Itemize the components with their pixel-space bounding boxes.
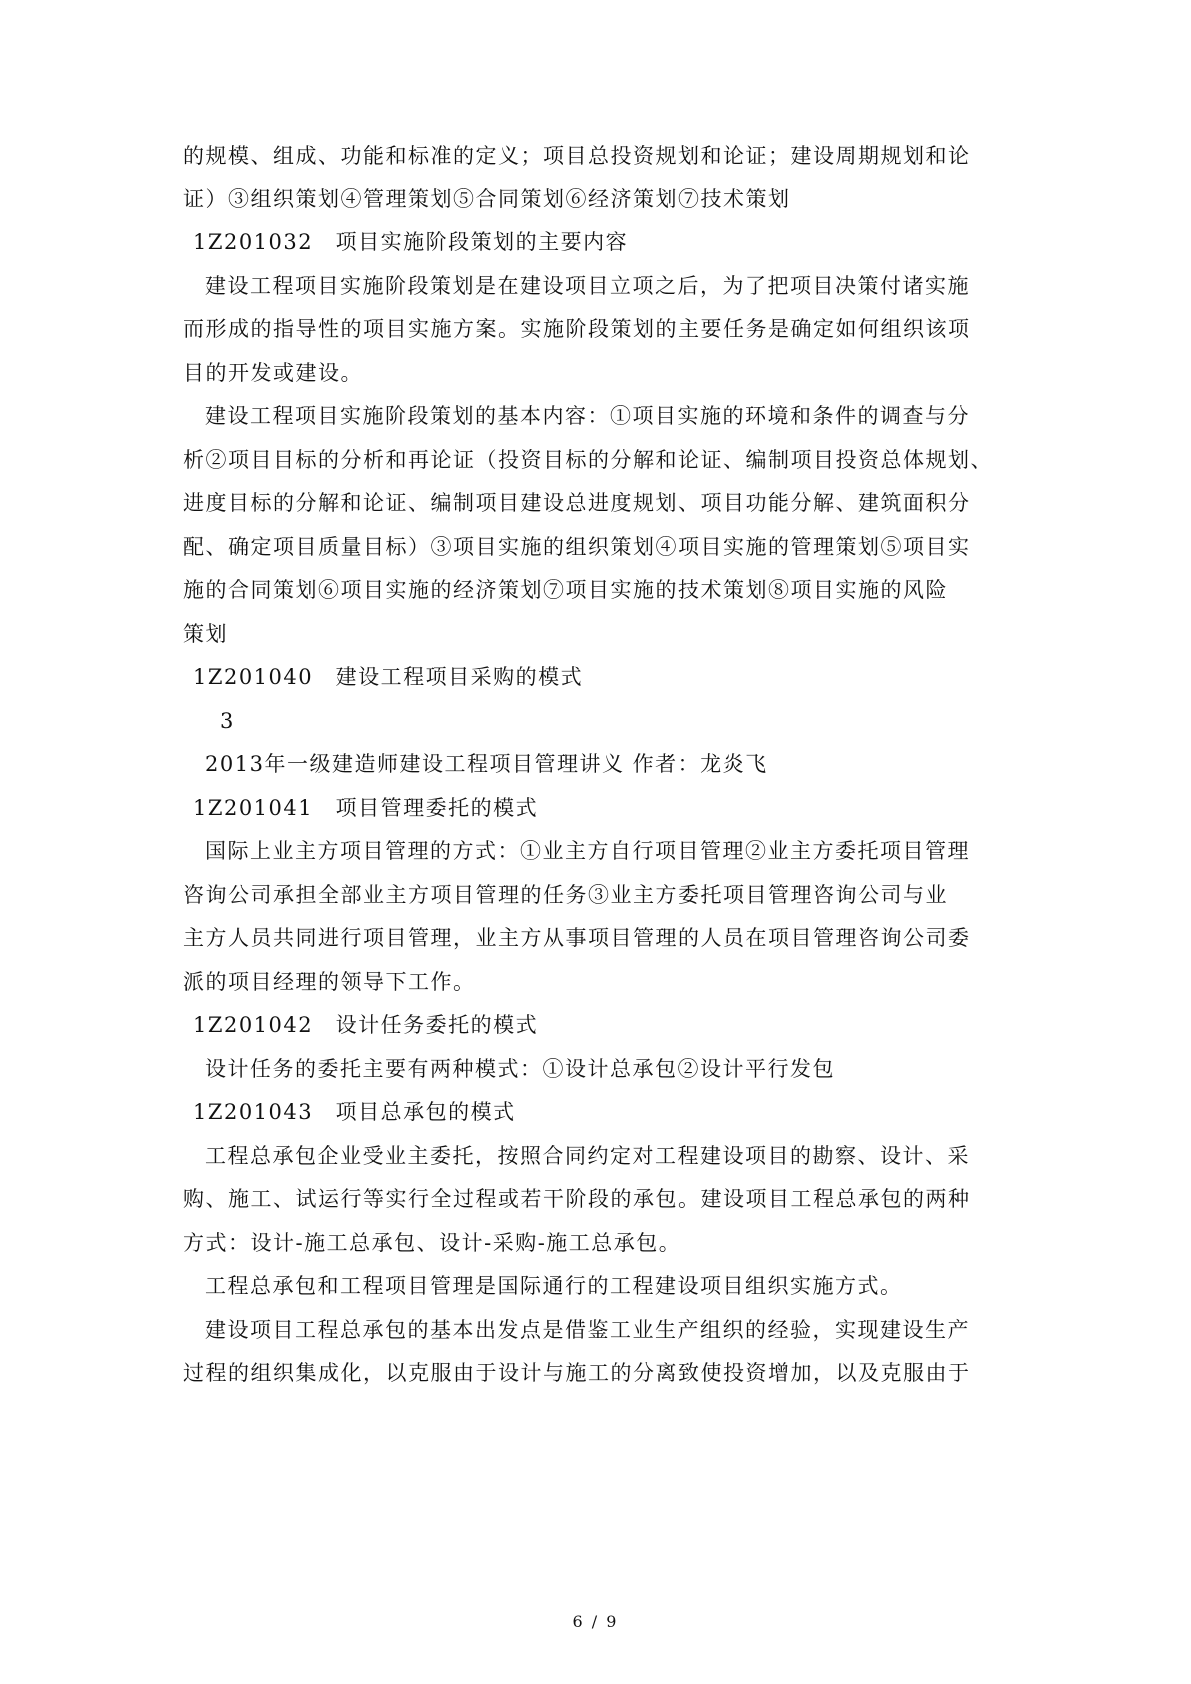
body-text-line: 工程总承包和工程项目管理是国际通行的工程建设项目组织实施方式。 (205, 1274, 903, 1298)
body-text-line: 目的开发或建设。 (183, 361, 363, 385)
body-text-line: 方式：设计-施工总承包、设计-采购-施工总承包。 (183, 1231, 682, 1255)
body-text-line: 派的项目经理的领导下工作。 (183, 970, 476, 994)
body-text-line: 配、确定项目质量目标）③项目实施的组织策划④项目实施的管理策划⑤项目实 (183, 535, 971, 559)
body-text-line: 策划 (183, 622, 228, 646)
body-text-line: 的规模、组成、功能和标准的定义；项目总投资规划和论证；建设周期规划和论 (183, 144, 971, 168)
body-text-line: 证）③组织策划④管理策划⑤合同策划⑥经济策划⑦技术策划 (183, 187, 791, 211)
section-heading: 1Z201040 建设工程项目采购的模式 (193, 665, 584, 689)
body-text-line: 购、施工、试运行等实行全过程或若干阶段的承包。建设项目工程总承包的两种 (183, 1187, 971, 1211)
body-text-line: 国际上业主方项目管理的方式：①业主方自行项目管理②业主方委托项目管理 (205, 839, 970, 863)
body-text-line: 过程的组织集成化，以克服由于设计与施工的分离致使投资增加，以及克服由于 (183, 1361, 971, 1385)
body-text-line: 主方人员共同进行项目管理，业主方从事项目管理的人员在项目管理咨询公司委 (183, 926, 971, 950)
body-text-line: 而形成的指导性的项目实施方案。实施阶段策划的主要任务是确定如何组织该项 (183, 317, 971, 341)
body-text-line: 建设工程项目实施阶段策划是在建设项目立项之后，为了把项目决策付诸实施 (205, 274, 970, 298)
running-header-text: 2013年一级建造师建设工程项目管理讲义 作者：龙炎飞 (205, 752, 768, 776)
body-text-line: 建设工程项目实施阶段策划的基本内容：①项目实施的环境和条件的调查与分 (205, 404, 970, 428)
body-text-line: 咨询公司承担全部业主方项目管理的任务③业主方委托项目管理咨询公司与业 (183, 883, 948, 907)
section-heading: 1Z201041 项目管理委托的模式 (193, 796, 539, 820)
body-text-line: 设计任务的委托主要有两种模式：①设计总承包②设计平行发包 (205, 1057, 835, 1081)
body-text-line: 建设项目工程总承包的基本出发点是借鉴工业生产组织的经验，实现建设生产 (205, 1318, 970, 1342)
page-indicator: 6 / 9 (572, 1612, 619, 1631)
body-text-line: 析②项目目标的分析和再论证（投资目标的分解和论证、编制项目投资总体规划、 (183, 448, 993, 472)
body-text-line: 进度目标的分解和论证、编制项目建设总进度规划、项目功能分解、建筑面积分 (183, 491, 971, 515)
body-text-line: 工程总承包企业受业主委托，按照合同约定对工程建设项目的勘察、设计、采 (205, 1144, 970, 1168)
inline-page-number: 3 (220, 709, 235, 733)
section-heading: 1Z201043 项目总承包的模式 (193, 1100, 516, 1124)
section-heading: 1Z201032 项目实施阶段策划的主要内容 (193, 230, 629, 254)
section-heading: 1Z201042 设计任务委托的模式 (193, 1013, 539, 1037)
body-text-line: 施的合同策划⑥项目实施的经济策划⑦项目实施的技术策划⑧项目实施的风险 (183, 578, 948, 602)
